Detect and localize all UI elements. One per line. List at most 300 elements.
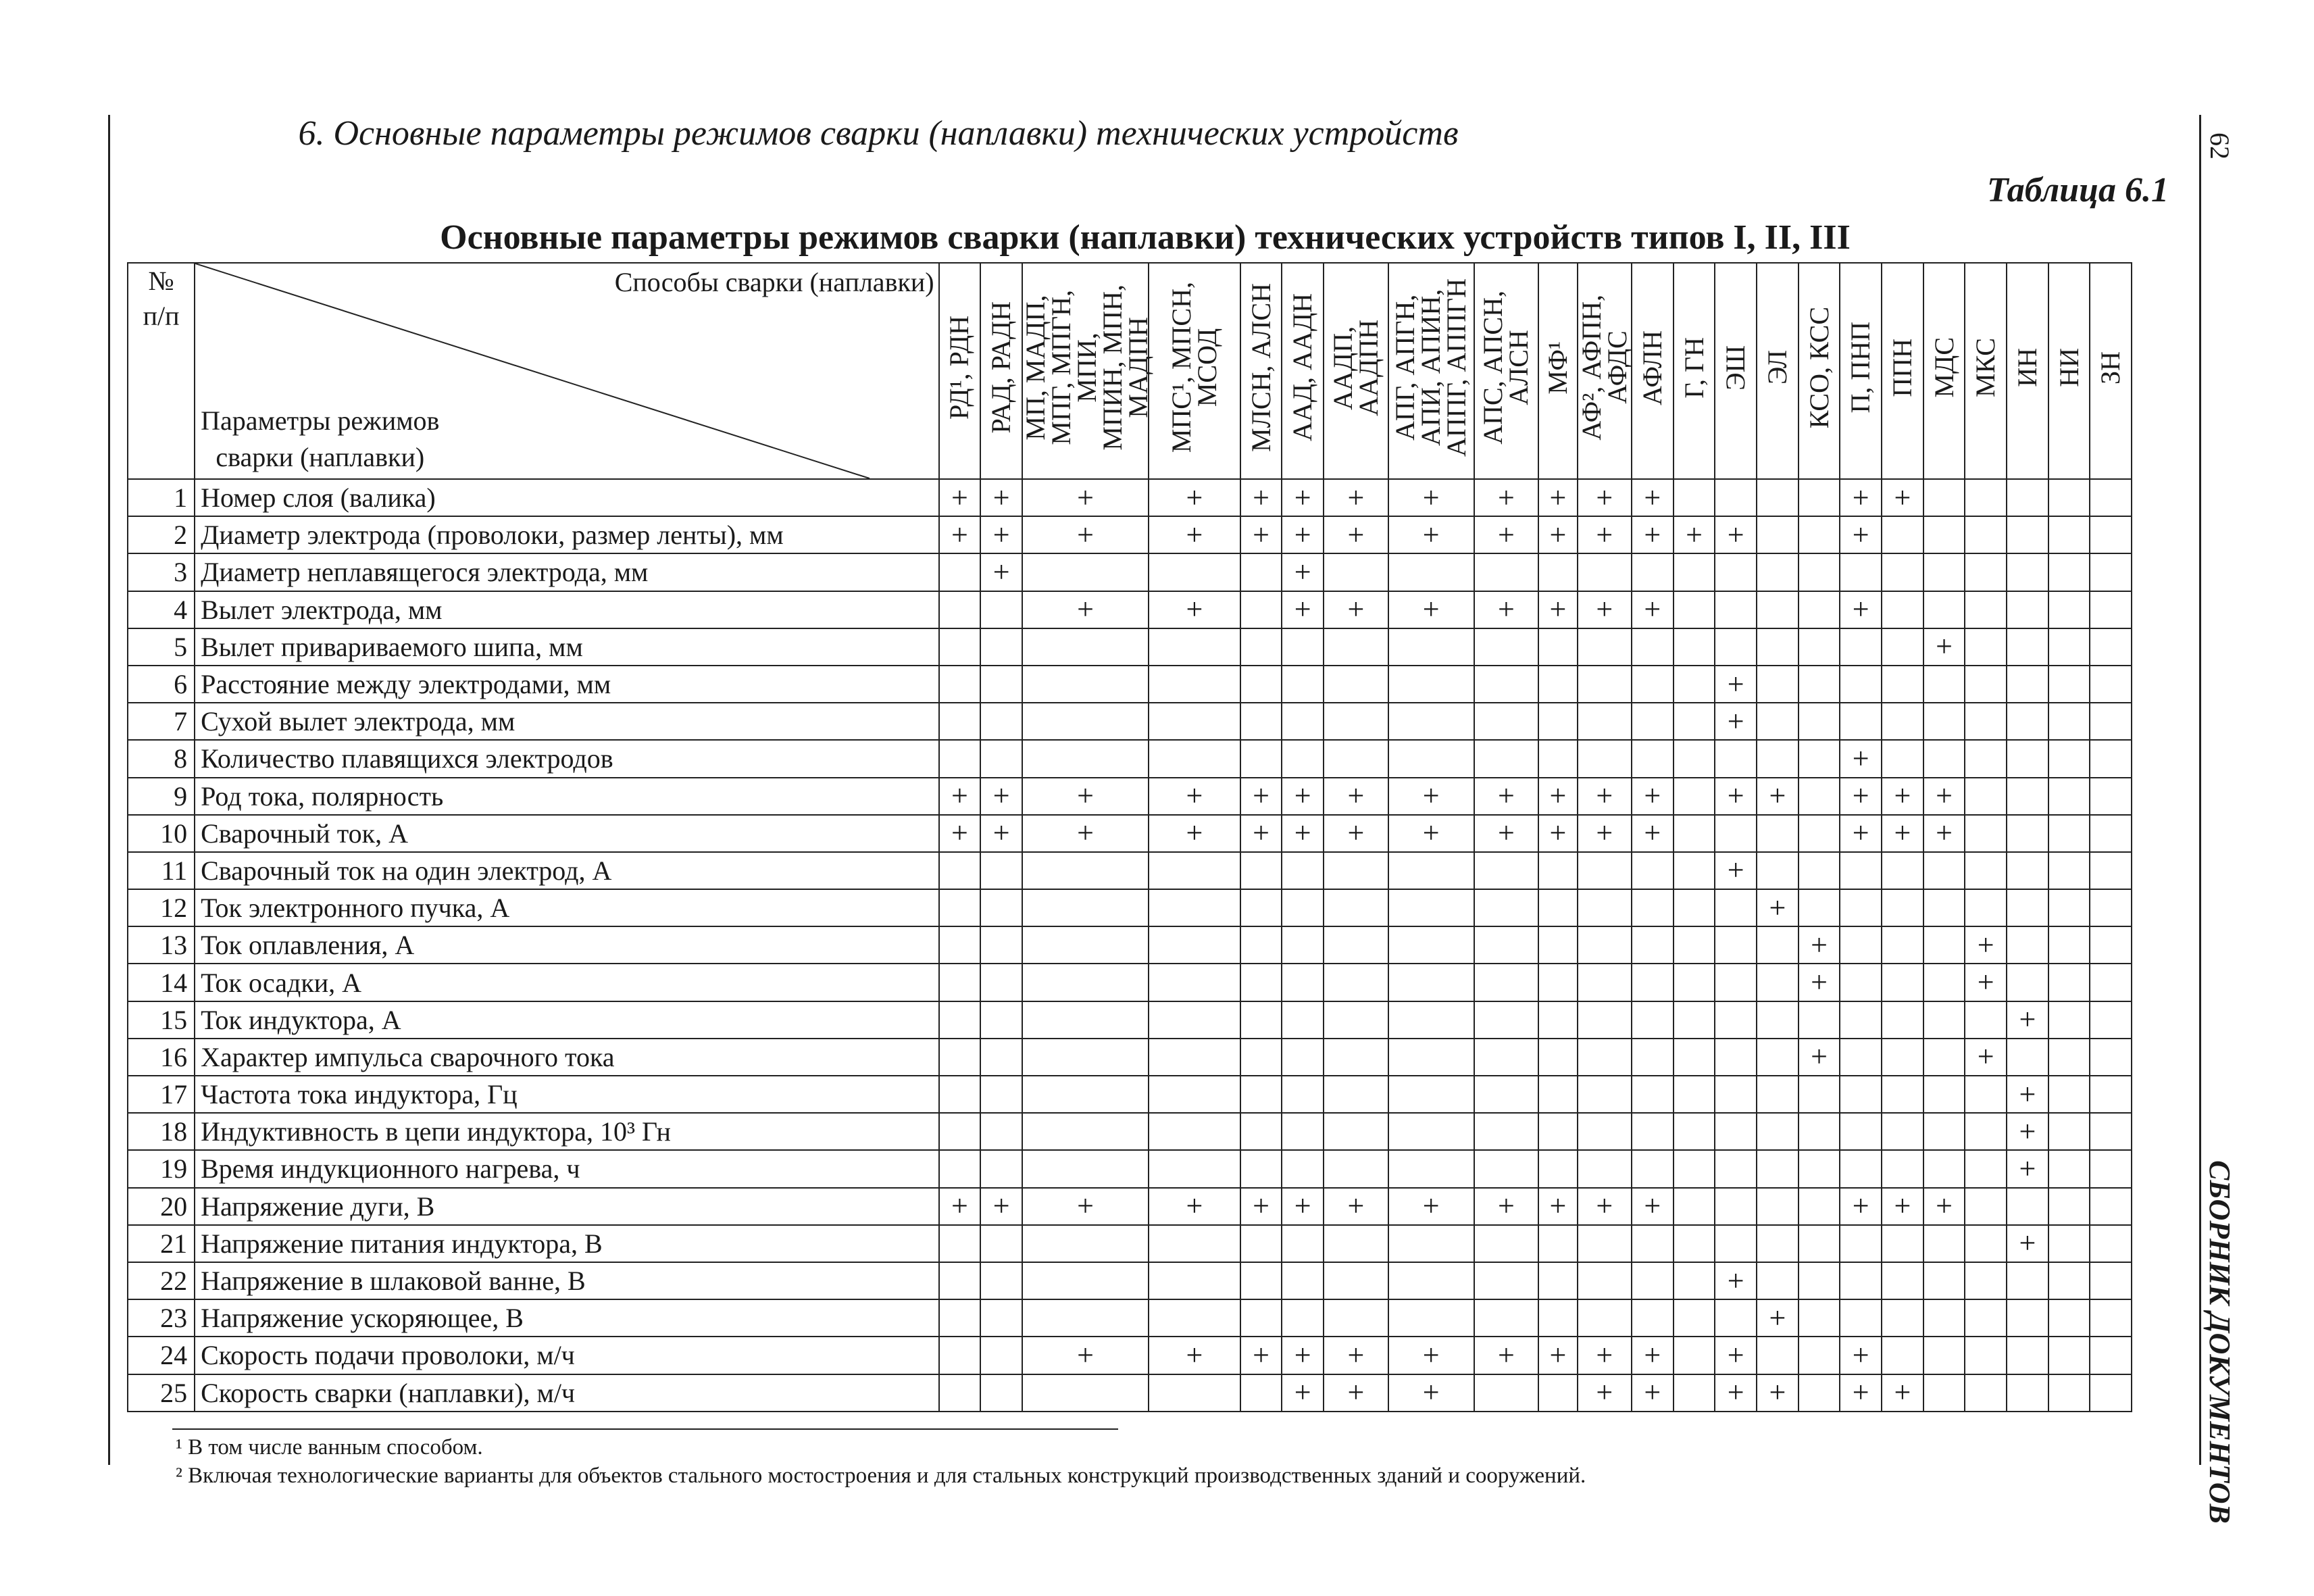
row-number: 9	[128, 778, 195, 815]
empty-cell	[1022, 1001, 1149, 1039]
empty-cell	[1578, 553, 1632, 591]
empty-cell	[1715, 1225, 1757, 1262]
empty-cell	[980, 740, 1022, 777]
applicable-mark: +	[1388, 1188, 1474, 1225]
empty-cell	[2090, 778, 2132, 815]
applicable-mark: +	[2007, 1113, 2048, 1150]
empty-cell	[1965, 666, 2007, 703]
empty-cell	[1324, 1299, 1388, 1337]
empty-cell	[1840, 926, 1882, 964]
empty-cell	[2090, 553, 2132, 591]
empty-cell	[939, 666, 981, 703]
empty-cell	[1022, 1113, 1149, 1150]
applicable-mark: +	[1538, 516, 1577, 553]
running-header: 6. Основные параметры режимов сварки (наплавки) технических устройств	[298, 114, 1459, 153]
applicable-mark: +	[980, 1188, 1022, 1225]
empty-cell	[1324, 852, 1388, 889]
empty-cell	[980, 1001, 1022, 1039]
method-header-label: МДС	[1928, 337, 1959, 398]
empty-cell	[1324, 1225, 1388, 1262]
empty-cell	[939, 1299, 981, 1337]
empty-cell	[1674, 852, 1715, 889]
applicable-mark: +	[1632, 591, 1674, 628]
empty-cell	[1632, 1262, 1674, 1299]
empty-cell	[2048, 703, 2090, 740]
empty-cell	[1923, 964, 1965, 1001]
empty-cell	[2090, 889, 2132, 926]
applicable-mark: +	[1965, 926, 2007, 964]
empty-cell	[1715, 815, 1757, 852]
method-header-label: АФЛН	[1636, 330, 1667, 405]
applicable-mark: +	[1538, 815, 1577, 852]
empty-cell	[1538, 889, 1577, 926]
empty-cell	[2007, 815, 2048, 852]
empty-cell	[2090, 516, 2132, 553]
empty-cell	[1022, 1299, 1149, 1337]
empty-cell	[1632, 1299, 1674, 1337]
row-number: 1	[128, 479, 195, 516]
empty-cell	[1965, 778, 2007, 815]
empty-cell	[1282, 628, 1324, 666]
applicable-mark: +	[1578, 1374, 1632, 1412]
empty-cell	[1149, 740, 1240, 777]
empty-cell	[1965, 1299, 2007, 1337]
applicable-mark: +	[1282, 778, 1324, 815]
empty-cell	[1632, 889, 1674, 926]
empty-cell	[1282, 740, 1324, 777]
empty-cell	[1923, 1225, 1965, 1262]
empty-cell	[1674, 591, 1715, 628]
footnote-rule	[172, 1428, 1118, 1430]
row-number: 21	[128, 1225, 195, 1262]
applicable-mark: +	[1923, 1188, 1965, 1225]
empty-cell	[1240, 1262, 1282, 1299]
empty-cell	[2048, 740, 2090, 777]
empty-cell	[1324, 964, 1388, 1001]
empty-cell	[1799, 1188, 1840, 1225]
row-number: 6	[128, 666, 195, 703]
empty-cell	[1632, 1113, 1674, 1150]
empty-cell	[1923, 591, 1965, 628]
empty-cell	[939, 553, 981, 591]
empty-cell	[1149, 1262, 1240, 1299]
empty-cell	[1578, 964, 1632, 1001]
empty-cell	[1674, 740, 1715, 777]
empty-cell	[1840, 703, 1882, 740]
table-row	[128, 479, 2173, 516]
empty-cell	[1240, 703, 1282, 740]
empty-cell	[2007, 926, 2048, 964]
empty-cell	[1149, 1374, 1240, 1412]
empty-cell	[1474, 1150, 1539, 1187]
method-header	[1538, 263, 1577, 479]
empty-cell	[1757, 1113, 1799, 1150]
empty-cell	[1282, 1225, 1324, 1262]
applicable-mark: +	[1840, 1374, 1882, 1412]
applicable-mark: +	[1324, 1337, 1388, 1374]
empty-cell	[1757, 926, 1799, 964]
parameter-name: Сварочный ток на один электрод, А	[195, 852, 938, 889]
empty-cell	[1840, 1039, 1882, 1076]
empty-cell	[1282, 1076, 1324, 1113]
empty-cell	[1674, 666, 1715, 703]
empty-cell	[1149, 852, 1240, 889]
empty-cell	[1149, 1076, 1240, 1113]
applicable-mark: +	[1578, 1188, 1632, 1225]
empty-cell	[1799, 516, 1840, 553]
method-header	[1882, 263, 1923, 479]
empty-cell	[1757, 553, 1799, 591]
empty-cell	[1632, 964, 1674, 1001]
empty-cell	[2007, 1337, 2048, 1374]
empty-cell	[1840, 1076, 1882, 1113]
method-header-label: АПС, АПСН, АЛСН	[1478, 291, 1534, 445]
empty-cell	[1474, 1262, 1539, 1299]
empty-cell	[1840, 1262, 1882, 1299]
empty-cell	[1965, 1001, 2007, 1039]
empty-cell	[1538, 666, 1577, 703]
applicable-mark: +	[1632, 1374, 1674, 1412]
applicable-mark: +	[980, 778, 1022, 815]
empty-cell	[1538, 553, 1577, 591]
empty-cell	[1674, 479, 1715, 516]
empty-cell	[1240, 1374, 1282, 1412]
empty-cell	[2048, 479, 2090, 516]
applicable-mark: +	[1840, 591, 1882, 628]
empty-cell	[1674, 1001, 1715, 1039]
empty-cell	[1324, 1001, 1388, 1039]
empty-cell	[939, 628, 981, 666]
empty-cell	[939, 1262, 981, 1299]
empty-cell	[1757, 852, 1799, 889]
empty-cell	[1715, 553, 1757, 591]
table-row	[128, 1150, 2173, 1187]
applicable-mark: +	[1578, 591, 1632, 628]
empty-cell	[2090, 1337, 2132, 1374]
empty-cell	[1965, 852, 2007, 889]
empty-cell	[939, 852, 981, 889]
empty-cell	[1240, 1150, 1282, 1187]
empty-cell	[1632, 666, 1674, 703]
applicable-mark: +	[2007, 1225, 2048, 1262]
empty-cell	[1674, 1039, 1715, 1076]
empty-cell	[1799, 1076, 1840, 1113]
row-number: 17	[128, 1076, 195, 1113]
table-number: Таблица 6.1	[1986, 171, 2169, 209]
parameter-name: Сухой вылет электрода, мм	[195, 703, 938, 740]
empty-cell	[1022, 1225, 1149, 1262]
empty-cell	[1965, 628, 2007, 666]
method-header-label: МКС	[1970, 338, 2001, 397]
method-header	[1020, 263, 1153, 479]
applicable-mark: +	[1149, 591, 1240, 628]
parameter-name: Количество плавящихся электродов	[195, 740, 938, 777]
empty-cell	[1840, 1225, 1882, 1262]
applicable-mark: +	[1282, 591, 1324, 628]
empty-cell	[2090, 666, 2132, 703]
empty-cell	[1324, 1150, 1388, 1187]
empty-cell	[2090, 1113, 2132, 1150]
empty-cell	[1538, 964, 1577, 1001]
applicable-mark: +	[1022, 1337, 1149, 1374]
empty-cell	[1757, 964, 1799, 1001]
empty-cell	[1022, 1262, 1149, 1299]
applicable-mark: +	[1324, 1374, 1388, 1412]
empty-cell	[939, 1001, 981, 1039]
footnote-2: ² Включая технологические варианты для объектов стального мостостроения и для стальных конструкций производственных зданий и сооружений.	[176, 1464, 1586, 1488]
empty-cell	[1388, 889, 1474, 926]
empty-cell	[1799, 591, 1840, 628]
empty-cell	[1022, 703, 1149, 740]
empty-cell	[1538, 926, 1577, 964]
empty-cell	[1799, 553, 1840, 591]
empty-cell	[1578, 1225, 1632, 1262]
method-header	[1578, 263, 1632, 479]
row-number: 19	[128, 1150, 195, 1187]
applicable-mark: +	[1388, 1337, 1474, 1374]
empty-cell	[1799, 666, 1840, 703]
empty-cell	[1965, 1188, 2007, 1225]
empty-cell	[1388, 703, 1474, 740]
empty-cell	[1715, 740, 1757, 777]
applicable-mark: +	[1882, 1188, 1923, 1225]
applicable-mark: +	[1632, 516, 1674, 553]
empty-cell	[1474, 889, 1539, 926]
empty-cell	[1578, 666, 1632, 703]
applicable-mark: +	[1578, 516, 1632, 553]
empty-cell	[1149, 666, 1240, 703]
empty-cell	[980, 1337, 1022, 1374]
empty-cell	[1799, 1337, 1840, 1374]
method-header	[1149, 263, 1240, 479]
applicable-mark: +	[2007, 1001, 2048, 1039]
table-row	[128, 1188, 2173, 1225]
applicable-mark: +	[1022, 815, 1149, 852]
empty-cell	[1882, 889, 1923, 926]
empty-cell	[1240, 553, 1282, 591]
empty-cell	[1474, 1001, 1539, 1039]
empty-cell	[1474, 666, 1539, 703]
empty-cell	[1240, 852, 1282, 889]
empty-cell	[1923, 1001, 1965, 1039]
empty-cell	[1674, 815, 1715, 852]
parameter-name: Напряжение питания индуктора, В	[195, 1225, 938, 1262]
empty-cell	[1715, 964, 1757, 1001]
empty-cell	[1757, 1188, 1799, 1225]
applicable-mark: +	[1324, 591, 1388, 628]
empty-cell	[1149, 926, 1240, 964]
empty-cell	[1799, 815, 1840, 852]
empty-cell	[2048, 628, 2090, 666]
applicable-mark: +	[1282, 1337, 1324, 1374]
table-row	[128, 1299, 2173, 1337]
applicable-mark: +	[1149, 815, 1240, 852]
diagonal-corner-header	[195, 263, 938, 479]
empty-cell	[2090, 964, 2132, 1001]
applicable-mark: +	[1632, 1337, 1674, 1374]
empty-cell	[1715, 1150, 1757, 1187]
empty-cell	[980, 1113, 1022, 1150]
empty-cell	[1632, 553, 1674, 591]
applicable-mark: +	[2007, 1076, 2048, 1113]
empty-cell	[2048, 778, 2090, 815]
empty-cell	[1022, 740, 1149, 777]
applicable-mark: +	[1840, 778, 1882, 815]
method-header	[2007, 263, 2048, 479]
parameter-name: Скорость подачи проволоки, м/ч	[195, 1337, 938, 1374]
applicable-mark: +	[1715, 1374, 1757, 1412]
parameter-name: Напряжение в шлаковой ванне, В	[195, 1262, 938, 1299]
empty-cell	[1799, 1150, 1840, 1187]
empty-cell	[1882, 1001, 1923, 1039]
empty-cell	[1882, 852, 1923, 889]
applicable-mark: +	[1388, 778, 1474, 815]
empty-cell	[1282, 703, 1324, 740]
empty-cell	[1324, 1113, 1388, 1150]
empty-cell	[1965, 1113, 2007, 1150]
empty-cell	[1923, 666, 1965, 703]
empty-cell	[2048, 1337, 2090, 1374]
table-row	[128, 591, 2173, 628]
parameter-name: Частота тока индуктора, Гц	[195, 1076, 938, 1113]
empty-cell	[1578, 1001, 1632, 1039]
method-header	[2090, 263, 2132, 479]
empty-cell	[2048, 1262, 2090, 1299]
empty-cell	[1923, 1076, 1965, 1113]
empty-cell	[1240, 591, 1282, 628]
applicable-mark: +	[1324, 778, 1388, 815]
table-row	[128, 1262, 2173, 1299]
applicable-mark: +	[1149, 1188, 1240, 1225]
empty-cell	[1388, 1076, 1474, 1113]
applicable-mark: +	[1022, 591, 1149, 628]
applicable-mark: +	[1388, 815, 1474, 852]
empty-cell	[2048, 964, 2090, 1001]
empty-cell	[2007, 1188, 2048, 1225]
empty-cell	[1715, 591, 1757, 628]
applicable-mark: +	[1538, 1188, 1577, 1225]
empty-cell	[2048, 852, 2090, 889]
footnote-1: ¹ В том числе ванным способом.	[176, 1435, 483, 1460]
table-row	[128, 1076, 2173, 1113]
empty-cell	[1149, 1150, 1240, 1187]
table-row	[128, 553, 2173, 591]
method-header	[1715, 263, 1757, 479]
method-header-label: ИН	[2011, 348, 2042, 387]
method-header	[1799, 263, 1840, 479]
empty-cell	[980, 1225, 1022, 1262]
method-header-label: НИ	[2053, 348, 2084, 387]
parameter-name: Ток индуктора, А	[195, 1001, 938, 1039]
method-header	[1632, 263, 1674, 479]
empty-cell	[2007, 591, 2048, 628]
method-header-label: ЗН	[2095, 351, 2126, 384]
empty-cell	[1578, 1262, 1632, 1299]
row-number: 25	[128, 1374, 195, 1412]
applicable-mark: +	[1282, 479, 1324, 516]
empty-cell	[1632, 1001, 1674, 1039]
empty-cell	[1674, 1188, 1715, 1225]
applicable-mark: +	[1632, 1188, 1674, 1225]
empty-cell	[1022, 553, 1149, 591]
method-header	[1388, 263, 1474, 479]
empty-cell	[980, 1076, 1022, 1113]
empty-cell	[1715, 628, 1757, 666]
method-header	[2048, 263, 2090, 479]
method-header-label: Г, ГН	[1678, 336, 1709, 399]
empty-cell	[1578, 628, 1632, 666]
row-number: 20	[128, 1188, 195, 1225]
empty-cell	[1674, 1262, 1715, 1299]
applicable-mark: +	[1674, 516, 1715, 553]
empty-cell	[1474, 1299, 1539, 1337]
empty-cell	[1882, 740, 1923, 777]
applicable-mark: +	[1715, 666, 1757, 703]
empty-cell	[1799, 1262, 1840, 1299]
left-margin-rule	[108, 115, 110, 1465]
empty-cell	[2007, 852, 2048, 889]
empty-cell	[1715, 1001, 1757, 1039]
table-row	[128, 852, 2173, 889]
applicable-mark: +	[939, 778, 981, 815]
row-number: 7	[128, 703, 195, 740]
empty-cell	[1538, 740, 1577, 777]
empty-cell	[1882, 964, 1923, 1001]
empty-cell	[1632, 852, 1674, 889]
empty-cell	[1240, 1299, 1282, 1337]
empty-cell	[1149, 703, 1240, 740]
empty-cell	[1674, 1299, 1715, 1337]
applicable-mark: +	[1840, 1188, 1882, 1225]
empty-cell	[1474, 1374, 1539, 1412]
empty-cell	[1674, 778, 1715, 815]
empty-cell	[1757, 516, 1799, 553]
parameter-name: Время индукционного нагрева, ч	[195, 1150, 938, 1187]
empty-cell	[1757, 591, 1799, 628]
empty-cell	[1538, 1039, 1577, 1076]
empty-cell	[980, 889, 1022, 926]
empty-cell	[980, 1039, 1022, 1076]
table-row	[128, 1001, 2173, 1039]
empty-cell	[1757, 1076, 1799, 1113]
empty-cell	[1674, 1150, 1715, 1187]
applicable-mark: +	[1282, 1188, 1324, 1225]
applicable-mark: +	[1149, 516, 1240, 553]
method-header-label: ЭШ	[1720, 345, 1751, 391]
empty-cell	[1715, 479, 1757, 516]
applicable-mark: +	[980, 553, 1022, 591]
empty-cell	[1388, 740, 1474, 777]
empty-cell	[2007, 1262, 2048, 1299]
empty-cell	[939, 591, 981, 628]
empty-cell	[1388, 1262, 1474, 1299]
empty-cell	[1965, 1337, 2007, 1374]
empty-cell	[1923, 1150, 1965, 1187]
empty-cell	[980, 1299, 1022, 1337]
empty-cell	[1474, 703, 1539, 740]
empty-cell	[1538, 628, 1577, 666]
applicable-mark: +	[1632, 778, 1674, 815]
applicable-mark: +	[1757, 889, 1799, 926]
empty-cell	[2048, 553, 2090, 591]
empty-cell	[1840, 852, 1882, 889]
empty-cell	[1282, 1299, 1324, 1337]
applicable-mark: +	[1474, 1188, 1539, 1225]
applicable-mark: +	[1240, 778, 1282, 815]
empty-cell	[1022, 666, 1149, 703]
parameter-name: Ток электронного пучка, А	[195, 889, 938, 926]
applicable-mark: +	[1715, 516, 1757, 553]
